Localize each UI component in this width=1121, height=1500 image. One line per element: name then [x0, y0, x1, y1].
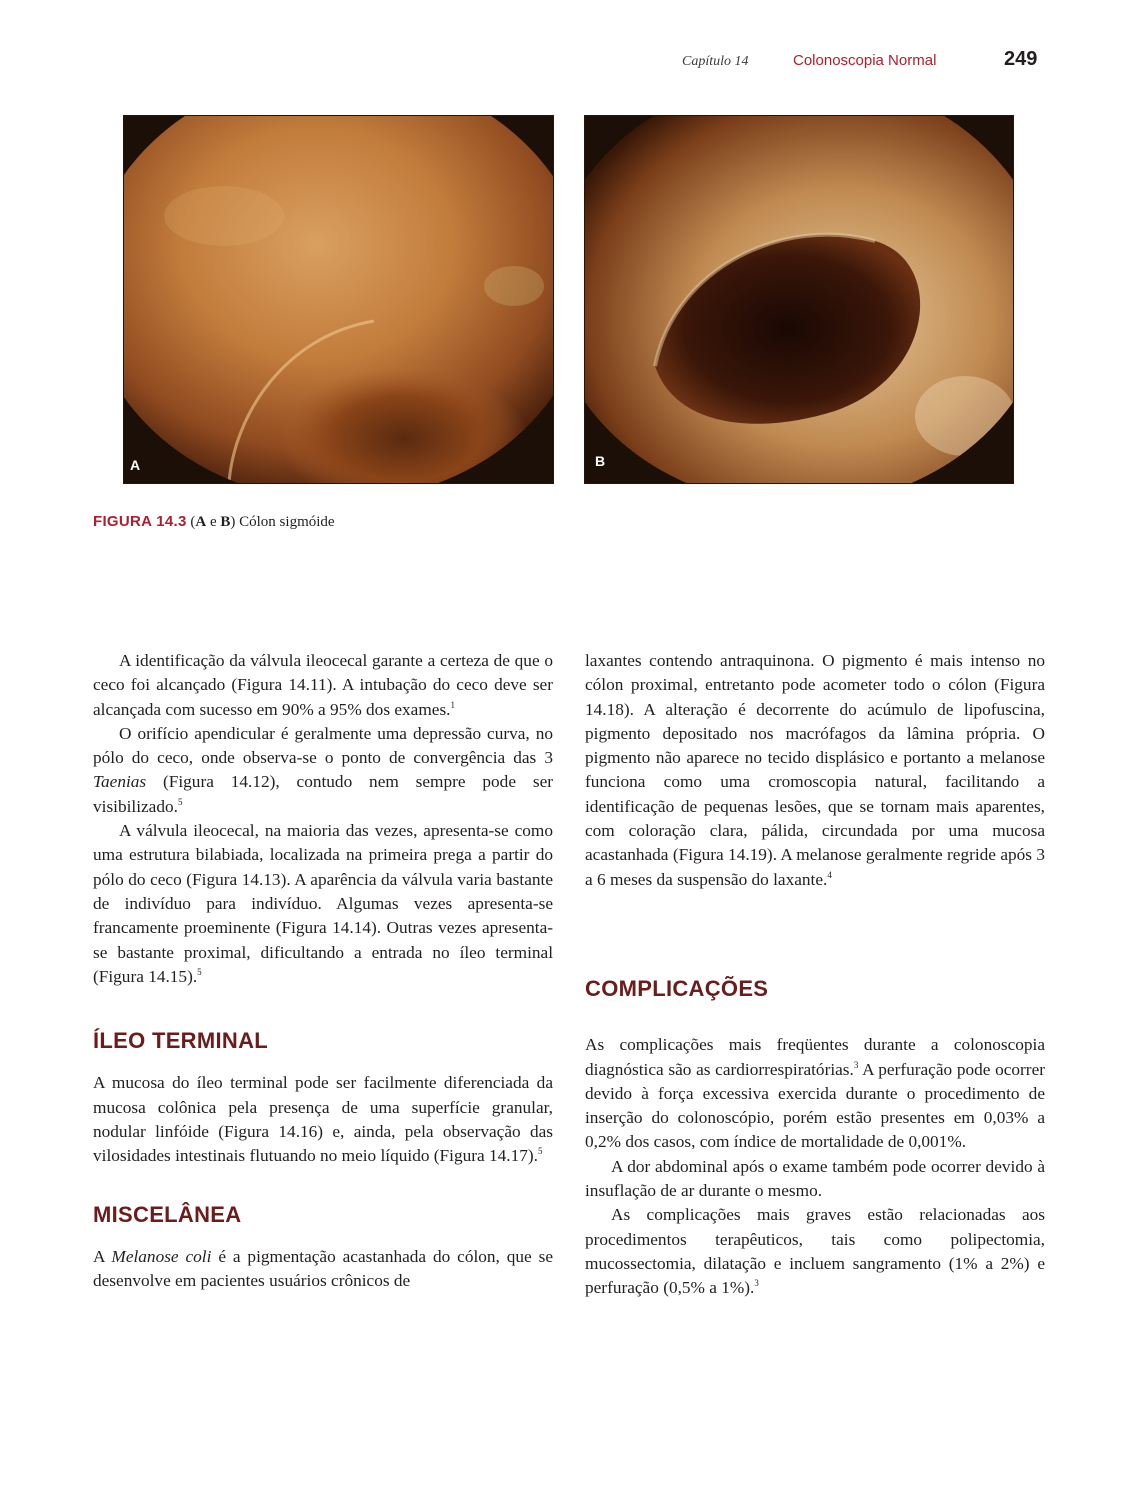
italic-term: Melanose coli [111, 1246, 212, 1266]
endoscopy-photo-a [123, 115, 554, 484]
paragraph [93, 819, 553, 989]
endoscopy-image-a [124, 116, 553, 483]
chapter-title: Colonoscopia Normal [793, 52, 937, 69]
section-heading-misc: MISCELÂNEA [93, 1201, 242, 1227]
paragraph-text: A mucosa do íleo terminal pode ser facilmente diferenciada da mucosa colônica pela presença de uma superfície granular, nodular linfóide (Figura 14.16) e, ainda, pela observação das vilosidades intestinais flutuando no meio líquido (Figura 14.17). [93, 1073, 553, 1166]
paragraph-text: A identificação da válvula ileocecal garante a certeza de que o ceco foi alcançado (Figura 14.11). A intubação do ceco deve ser alcançada com sucesso em 90% a 95% dos exames. [93, 651, 553, 719]
paragraph-text: (Figura 14.12), contudo nem sempre pode ser visibilizado. [93, 772, 553, 816]
paragraph [585, 1203, 1045, 1300]
paragraph-text: O orifício apendicular é geralmente uma depressão curva, no pólo do ceco, onde observa-se o ponto de convergência das 3 [93, 723, 553, 768]
paragraph-text: A dor abdominal após o exame também pode ocorrer devido à insuflação de ar durante o mesmo. [585, 1156, 1045, 1201]
paragraph-text: A válvula ileocecal, na maioria das vezes, apresenta-se como uma estrutura bilabiada, localizada na primeira prega a partir do pólo do ceco (Figura 14.13). A aparência da válvula varia bastante de indivíduo para indivíduo. Algumas vezes apresenta-se francamente proeminente (Figura 14.14). Outras vezes apresenta-se bastante proximal, dificultando a entrada no íleo terminal (Figura 14.15). [93, 821, 553, 986]
paragraph-text: é a pigmentação acastanhada do cólon, que se desenvolve em pacientes usuários crônicos de [93, 1246, 553, 1291]
caption-open-paren: ( [190, 514, 196, 530]
photo-label-b: B [595, 453, 606, 469]
running-header [0, 46, 1121, 76]
paragraph [93, 649, 553, 722]
section-heading-ileo: ÍLEO TERMINAL [93, 1028, 269, 1054]
paragraph-text: As complicações mais freqüentes durante a colonoscopia diagnóstica são as cardiorrespiratórias. [585, 1035, 1045, 1079]
page-number: 249 [1004, 48, 1038, 70]
reference-mark: 3 [754, 1278, 759, 1289]
left-column [93, 649, 553, 1294]
paragraph [585, 1033, 1045, 1154]
paragraph-text: A [93, 1246, 112, 1266]
reference-mark: 4 [827, 869, 832, 880]
reference-mark: 5 [197, 967, 202, 978]
caption-and: e [206, 514, 221, 530]
section-heading-complicacoes: COMPLICAÇÕES [585, 975, 769, 1001]
reference-mark: 1 [450, 699, 455, 710]
paragraph [93, 722, 553, 819]
reference-mark: 5 [537, 1146, 543, 1157]
paragraph [93, 1071, 553, 1168]
paragraph [585, 1155, 1045, 1204]
figure-label: FIGURA 14.3 [93, 513, 187, 530]
right-column [585, 649, 1045, 1301]
paragraph [93, 1245, 553, 1294]
photo-label-a: A [130, 457, 141, 473]
figure-caption [93, 513, 335, 531]
reference-mark: 3 [853, 1059, 859, 1070]
paragraph-text: A perfuração pode ocorrer devido à força excessiva exercida durante o procedimento de inserção do colonoscópio, porém estão presentes em 0,03% a 0,2% dos casos, com índice de mortalidade de 0,001%. [585, 1059, 1045, 1152]
paragraph-text: As complicações mais graves estão relacionadas aos procedimentos terapêuticos, tais como polipectomia, mucossectomia, dilatação e incluem sangramento (1% a 2%) e perfuração (0,5% a 1%). [585, 1205, 1045, 1298]
reference-mark: 5 [177, 797, 183, 808]
endoscopy-photo-b [584, 115, 1014, 484]
caption-a: A [195, 514, 207, 530]
chapter-label: Capítulo 14 [682, 54, 749, 69]
caption-b: B [220, 514, 231, 530]
italic-term: Taenias [93, 772, 147, 792]
paragraph-text: laxantes contendo antraquinona. O pigmento é mais intenso no cólon proximal, entretanto pode acometer todo o cólon (Figura 14.18). A alteração é decorrente do acúmulo de lipofuscina, pigmento depositado nos macrófagos da lâmina própria. O pigmento não aparece no tecido displásico e portanto a melanose funciona como uma cromoscopia natural, facilitando a identificação de pequenas lesões, que se tornam mais aparentes, com coloração clara, pálida, circundada por uma mucosa acastanhada (Figura 14.19). A melanose geralmente regride após 3 a 6 meses da suspensão do laxante. [585, 651, 1045, 889]
caption-rest: ) Cólon sigmóide [230, 514, 335, 530]
paragraph [585, 649, 1045, 892]
endoscopy-image-b [585, 116, 1013, 483]
